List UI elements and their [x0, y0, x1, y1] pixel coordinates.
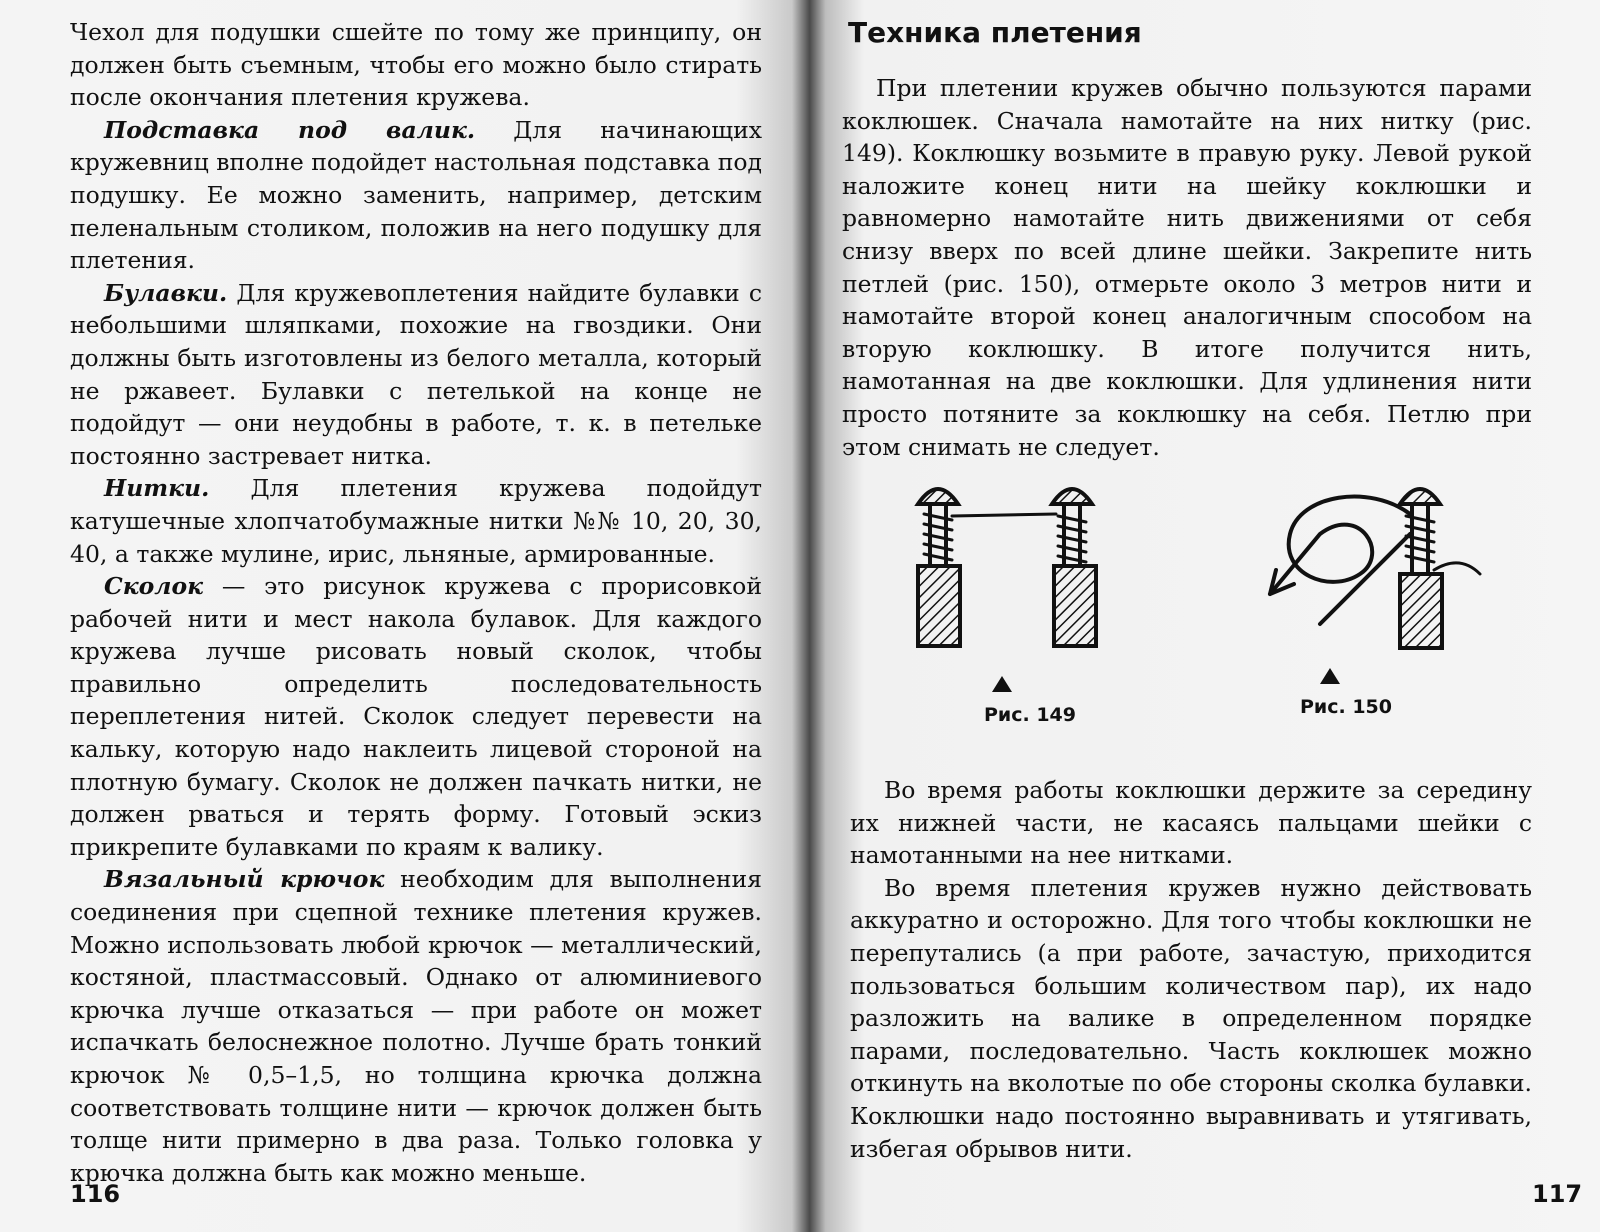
figure-150-illustration	[1260, 474, 1480, 674]
figure-149-caption: Рис. 149	[984, 704, 1076, 726]
page-number-left: 116	[70, 1180, 121, 1208]
right-page	[820, 0, 1600, 1232]
paragraph: При плетении кружев обычно пользуются парами коклюшек. Сначала намотайте на них нитку (рис. 149). Коклюшку возьмите в правую руку. Левой рукой наложите конец нити на шейку коклюшки и равномерно намотайте нить движениями от себя снизу вверх по всей длине шейки. Закрепите нить петлей (рис. 150), отмерьте около 3 метров нити и намотайте второй конец аналогичным способом на вторую коклюшку. В итоге получится нить, намотанная на две коклюшки. Для удлинения нити просто потяните за коклюшку на себя. Петлю при этом снимать не следует.	[842, 74, 1532, 461]
term-pins: Булавки.	[104, 278, 228, 307]
left-page-text	[70, 16, 762, 1189]
paragraph: Булавки. Для кружевоплетения найдите булавки с небольшими шляпками, похожие на гвоздики. Они должны быть изготовлены из белого металла, который не ржавеет. Булавки с петелькой на конце не подойдут — они неудобны в работе, т. к. в петельке постоянно застревает нитка.	[70, 278, 762, 470]
paragraph: Вязальный крючок необходим для выполнения соединения при сцепной технике плетения кружев. Можно использовать любой крючок — металлический, костяной, пластмассовый. Однако от алюминиевого крючка лучше отказаться — при работе он может испачкать белоснежное полотно. Лучше брать тонкий крючок № 0,5–1,5, но толщина крючка должна соответствовать толщине нити — крючок должен быть толще нити примерно в два раза. Только головка у крючка должна быть как можно меньше.	[70, 865, 762, 1187]
triangle-marker	[1320, 668, 1340, 684]
term-pattern: Сколок	[104, 572, 204, 601]
term-threads: Нитки.	[104, 474, 210, 503]
paragraph: Чехол для подушки сшейте по тому же принципу, он должен быть съемным, чтобы его можно было стирать после окончания плетения кружева.	[70, 18, 762, 112]
term-stand: Подставка под валик.	[104, 115, 476, 144]
figure-149-illustration	[906, 474, 1126, 674]
right-page-text-bottom	[850, 774, 1532, 1165]
page-number-right: 117	[1532, 1180, 1583, 1208]
term-hook: Вязальный крючок	[104, 865, 385, 894]
section-heading: Техника плетения	[848, 16, 1142, 49]
paragraph: Во время плетения кружев нужно действовать аккуратно и осторожно. Для того чтобы коклюшки не перепутались (а при работе, зачастую, приходится пользоваться большим количеством пар), их надо разложить на валике в определенном порядке парами, последовательно. Часть коклюшек можно откинуть на вколотые по обе стороны сколка булавки. Коклюшки надо постоянно выравнивать и утягивать, избегая обрывов нити.	[850, 873, 1532, 1163]
paragraph: Нитки. Для плетения кружева подойдут катушечные хлопчатобумажные нитки №№ 10, 20, 30, 40, а также мулине, ирис, льняные, армированные.	[70, 474, 762, 568]
paragraph: Подставка под валик. Для начинающих кружевниц вполне подойдет настольная подставка под подушку. Ее можно заменить, например, детским пеленальным столиком, положив на него подушку для плетения.	[70, 115, 762, 275]
paragraph: Сколок — это рисунок кружева с прорисовкой рабочей нити и мест накола булавок. Для каждого кружева лучше рисовать новый сколок, чтобы правильно определить последовательность переплетения нитей. Сколок следует перевести на кальку, которую надо наклеить лицевой стороной на плотную бумагу. Сколок не должен пачкать нитки, не должен рваться и терять форму. Готовый эскиз прикрепите булавками по краям к валику.	[70, 572, 762, 861]
right-page-text-top	[842, 72, 1532, 463]
paragraph: Во время работы коклюшки держите за середину их нижней части, не касаясь пальцами шейки с намотанными на нее нитками.	[850, 776, 1532, 870]
figure-150-caption: Рис. 150	[1300, 696, 1392, 718]
triangle-marker	[992, 676, 1012, 692]
